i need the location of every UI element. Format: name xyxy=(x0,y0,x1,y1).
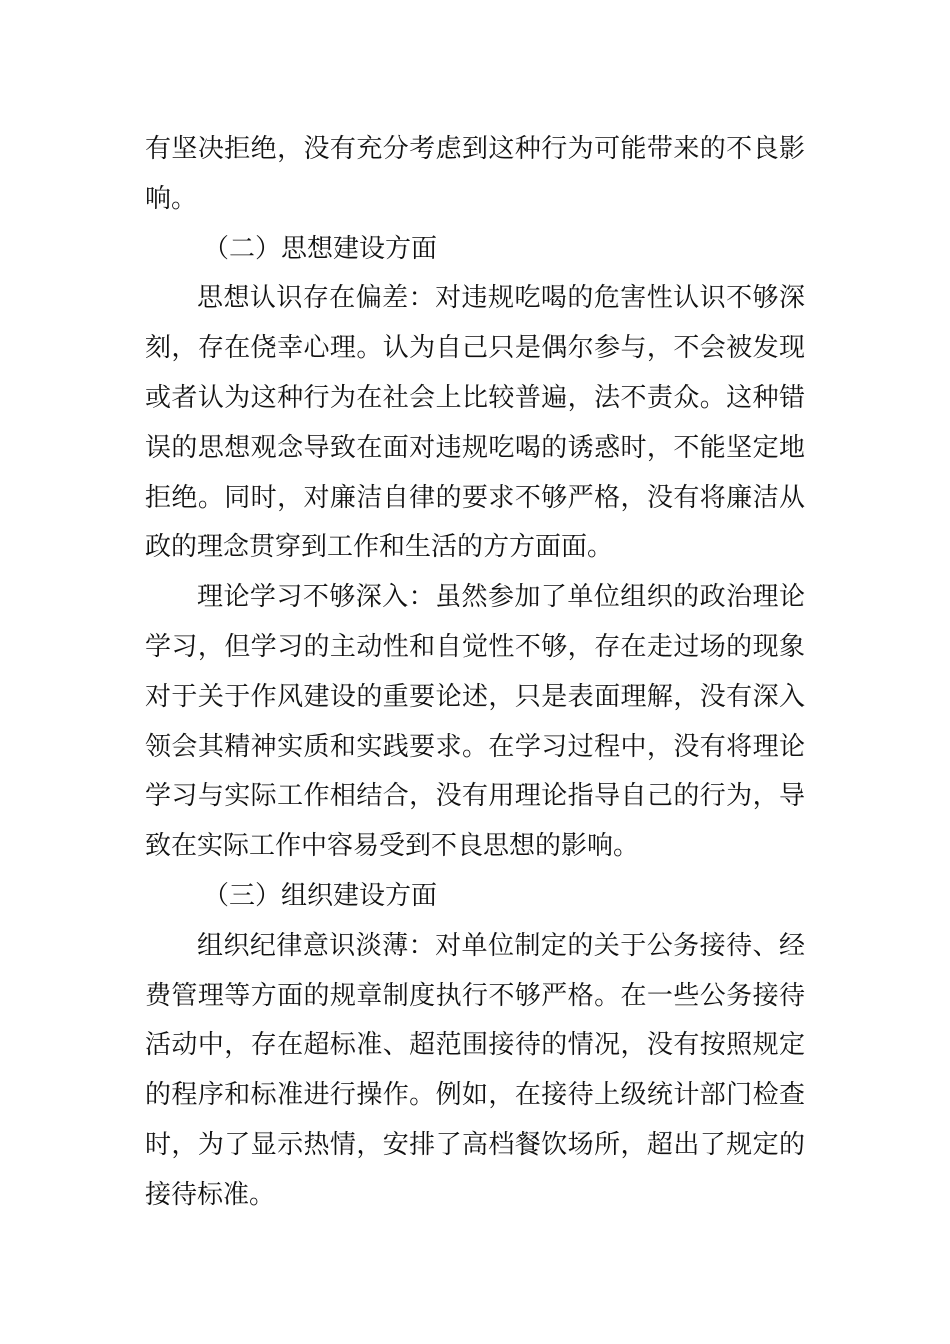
paragraph-ideology-awareness: 思想认识存在偏差：对违规吃喝的危害性认识不够深刻，存在侥幸心理。认为自己只是偶尔参与，不会被发现或者认为这种行为在社会上比较普遍，法不责众。这种错误的思想观念导致在面对违规吃喝的诱惑时，不能坚定地拒绝。同时，对廉洁自律的要求不够严格，没有将廉洁从政的理念贯穿到工作和生活的方方面面。 xyxy=(145,283,805,563)
section-heading-organization: （三）组织建设方面 xyxy=(203,880,438,911)
paragraph-organization-discipline: 组织纪律意识淡薄：对单位制定的关于公务接待、经费管理等方面的规章制度执行不够严格。在一些公务接待活动中，存在超标准、超范围接待的情况，没有按照规定的程序和标准进行操作。例如，在接待上级统计部门检查时，为了显示热情，安排了高档餐饮场所，超出了规定的接待标准。 xyxy=(145,930,805,1210)
paragraph-continuation: 有坚决拒绝，没有充分考虑到这种行为可能带来的不良影响。 xyxy=(145,134,805,214)
paragraph-theory-study: 理论学习不够深入：虽然参加了单位组织的政治理论学习，但学习的主动性和自觉性不够，存在走过场的现象对于关于作风建设的重要论述，只是表面理解，没有深入领会其精神实质和实践要求。在学习过程中，没有将理论学习与实际工作相结合，没有用理论指导自己的行为，导致在实际工作中容易受到不良思想的影响。 xyxy=(145,582,805,862)
section-heading-ideology: （二）思想建设方面 xyxy=(203,233,438,264)
document-body xyxy=(145,125,805,1221)
